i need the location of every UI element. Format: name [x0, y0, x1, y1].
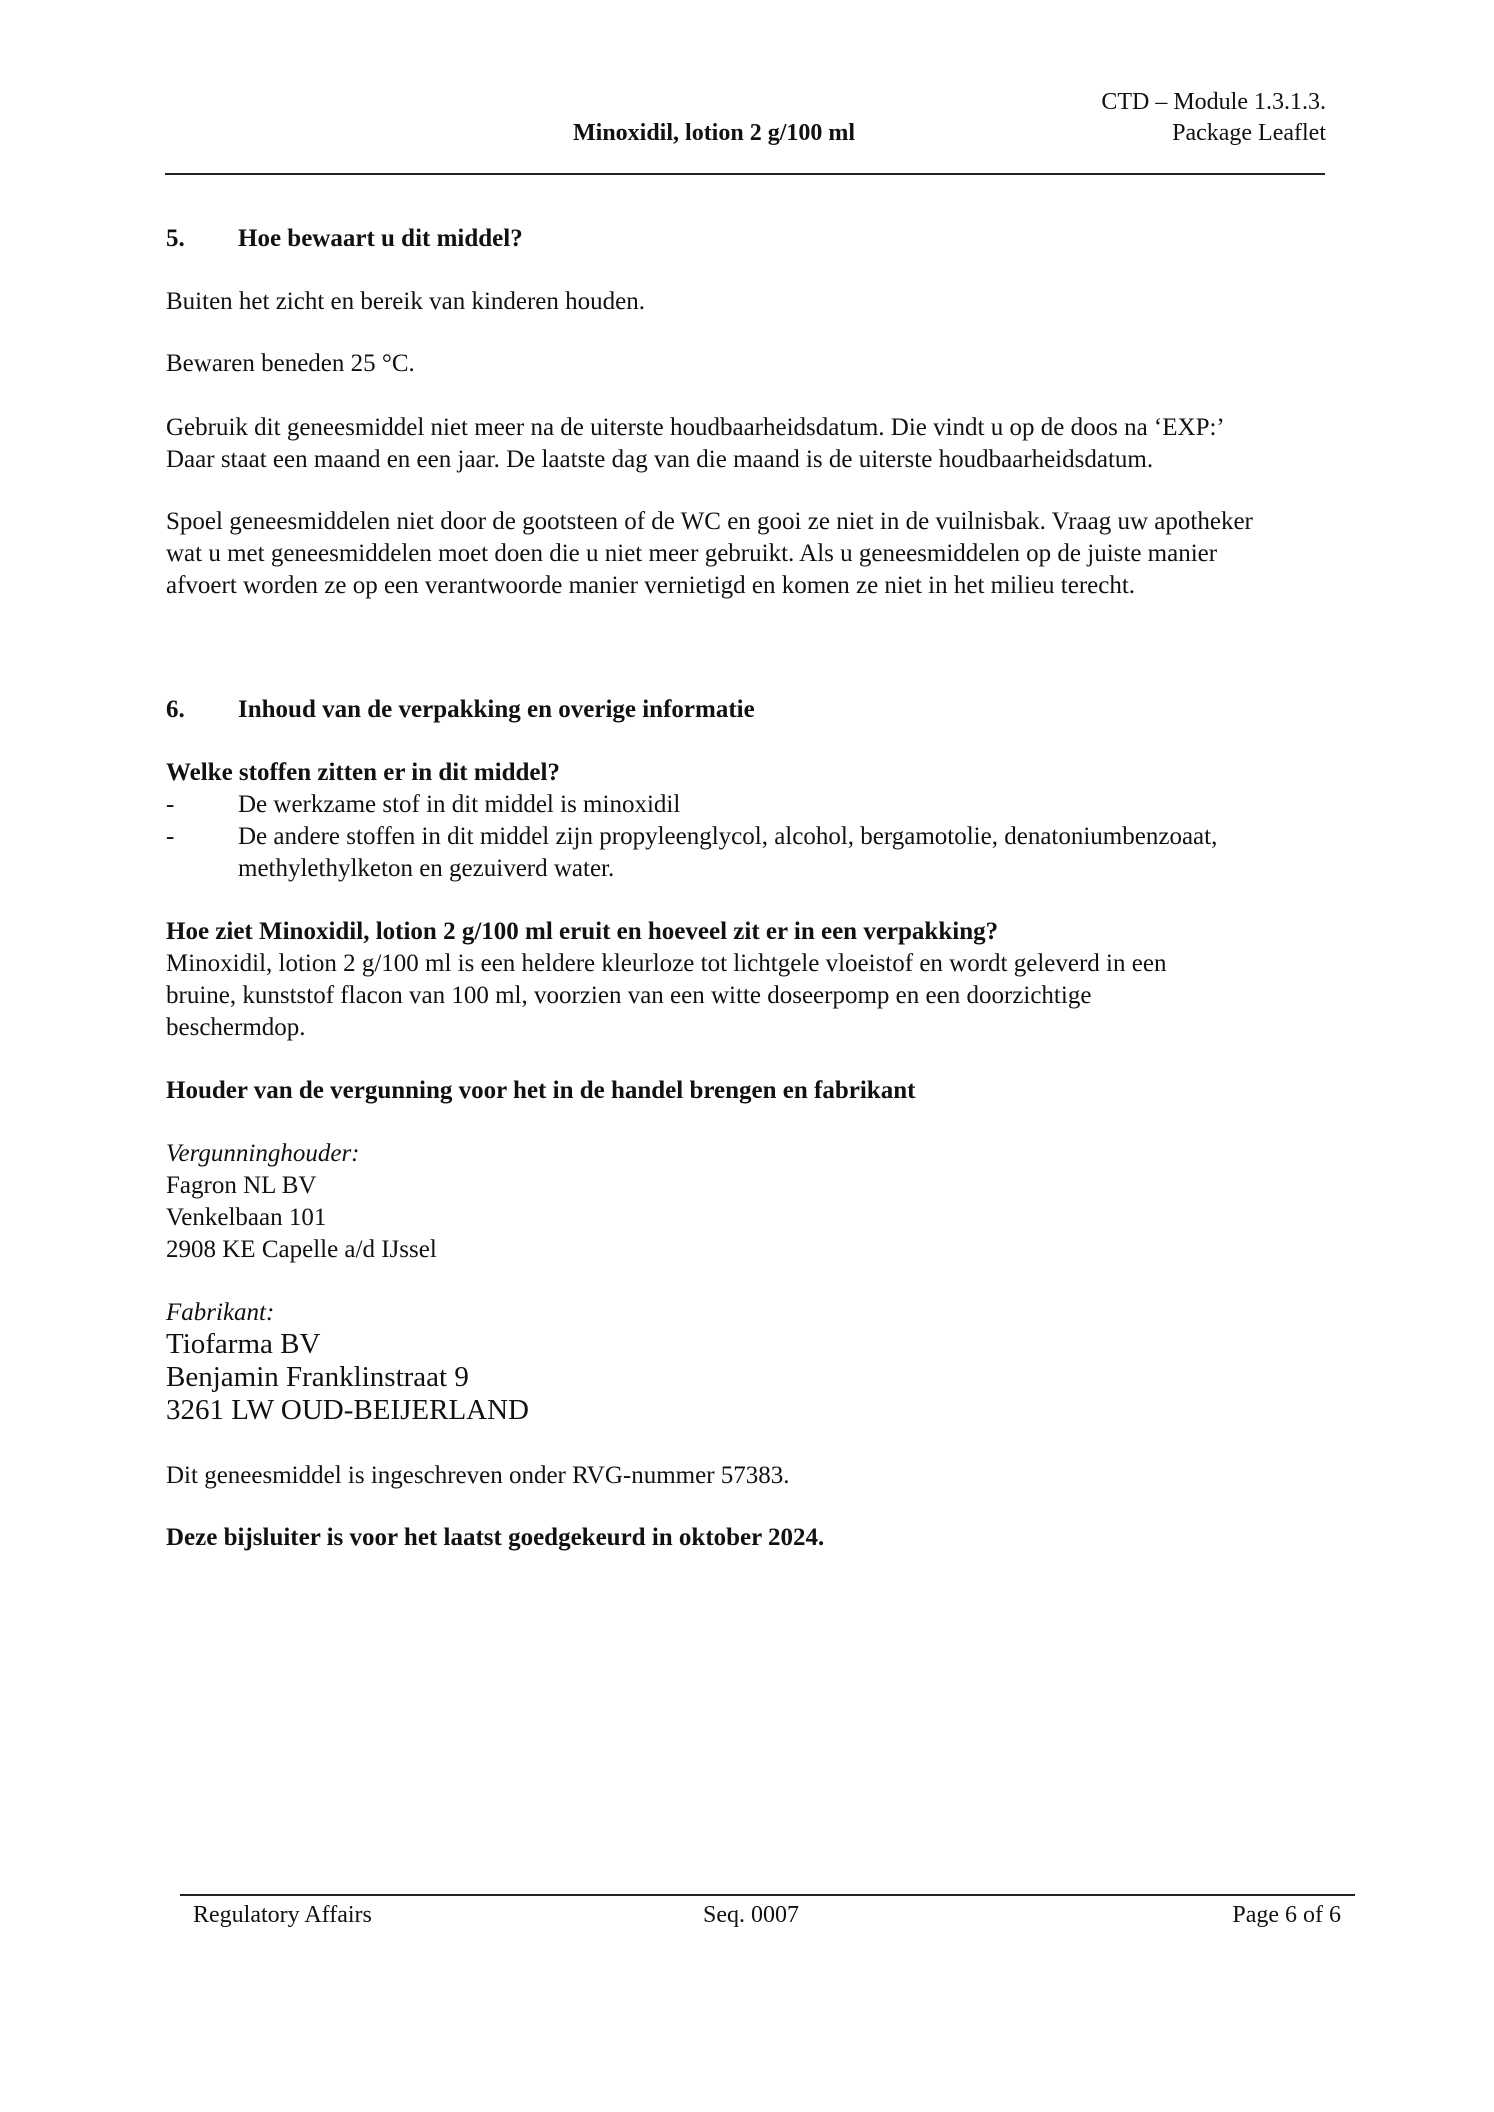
section5-p3-line1: Gebruik dit geneesmiddel niet meer na de uiterste houdbaarheidsdatum. Die vindt u op de doos na ‘EXP:’	[166, 414, 1225, 441]
bullet-dash: -	[166, 823, 175, 850]
rvg-statement: Dit geneesmiddel is ingeschreven onder RVG-nummer 57383.	[166, 1462, 790, 1489]
footer-page-number: Page 6 of 6	[1232, 1902, 1341, 1928]
section5-number: 5.	[166, 225, 185, 252]
appearance-line1: Minoxidil, lotion 2 g/100 ml is een heldere kleurloze tot lichtgele vloeistof en wordt geleverd in een	[166, 950, 1167, 977]
holder-street: Venkelbaan 101	[166, 1204, 327, 1231]
holder-label: Vergunninghouder:	[166, 1140, 360, 1167]
manufacturer-name: Tiofarma BV	[166, 1328, 321, 1360]
holder-city: 2908 KE Capelle a/d IJssel	[166, 1236, 437, 1263]
appearance-line3: beschermdop.	[166, 1014, 306, 1041]
section5-p2: Bewaren beneden 25 °C.	[166, 350, 415, 377]
manufacturer-street: Benjamin Franklinstraat 9	[166, 1361, 469, 1393]
section5-p4-line1: Spoel geneesmiddelen niet door de gootsteen of de WC en gooi ze niet in de vuilnisbak. Vraag uw apotheker	[166, 508, 1253, 535]
manufacturer-city: 3261 LW OUD-BEIJERLAND	[166, 1394, 529, 1426]
holder-heading: Houder van de vergunning voor het in de handel brengen en fabrikant	[166, 1077, 916, 1104]
section5-p3-line2: Daar staat een maand en een jaar. De laatste dag van die maand is de uiterste houdbaarheidsdatum.	[166, 446, 1154, 473]
appearance-heading: Hoe ziet Minoxidil, lotion 2 g/100 ml eruit en hoeveel zit er in een verpakking?	[166, 918, 999, 945]
header-rule	[165, 173, 1325, 175]
section5-p4-line2: wat u met geneesmiddelen moet doen die u niet meer gebruikt. Als u geneesmiddelen op de juiste manier	[166, 540, 1218, 567]
section5-p1: Buiten het zicht en bereik van kinderen houden.	[166, 288, 646, 315]
section6-number: 6.	[166, 696, 185, 723]
footer-center: Seq. 0007	[703, 1902, 799, 1928]
substances-heading: Welke stoffen zitten er in dit middel?	[166, 759, 560, 786]
bullet-item-continued: methylethylketon en gezuiverd water.	[238, 855, 615, 882]
bullet-item: De werkzame stof in dit middel is minoxidil	[238, 791, 681, 818]
appearance-line2: bruine, kunststof flacon van 100 ml, voorzien van een witte doseerpomp en een doorzichtige	[166, 982, 1092, 1009]
header-module: CTD – Module 1.3.1.3.	[1101, 89, 1326, 115]
bullet-item: De andere stoffen in dit middel zijn propyleenglycol, alcohol, bergamotolie, denatoniumbenzoaat,	[238, 823, 1218, 850]
bullet-dash: -	[166, 791, 175, 818]
footer-rule	[180, 1894, 1355, 1896]
header-product-title: Minoxidil, lotion 2 g/100 ml	[573, 120, 856, 146]
header-doc-type: Package Leaflet	[1172, 120, 1326, 146]
holder-name: Fagron NL BV	[166, 1172, 317, 1199]
section5-p4-line3: afvoert worden ze op een verantwoorde manier vernietigd en komen ze niet in het milieu terecht.	[166, 572, 1136, 599]
section6-heading: Inhoud van de verpakking en overige informatie	[238, 696, 755, 723]
approval-statement: Deze bijsluiter is voor het laatst goedgekeurd in oktober 2024.	[166, 1524, 825, 1551]
manufacturer-label: Fabrikant:	[166, 1299, 275, 1326]
footer-left: Regulatory Affairs	[193, 1902, 372, 1928]
section5-heading: Hoe bewaart u dit middel?	[238, 225, 523, 252]
